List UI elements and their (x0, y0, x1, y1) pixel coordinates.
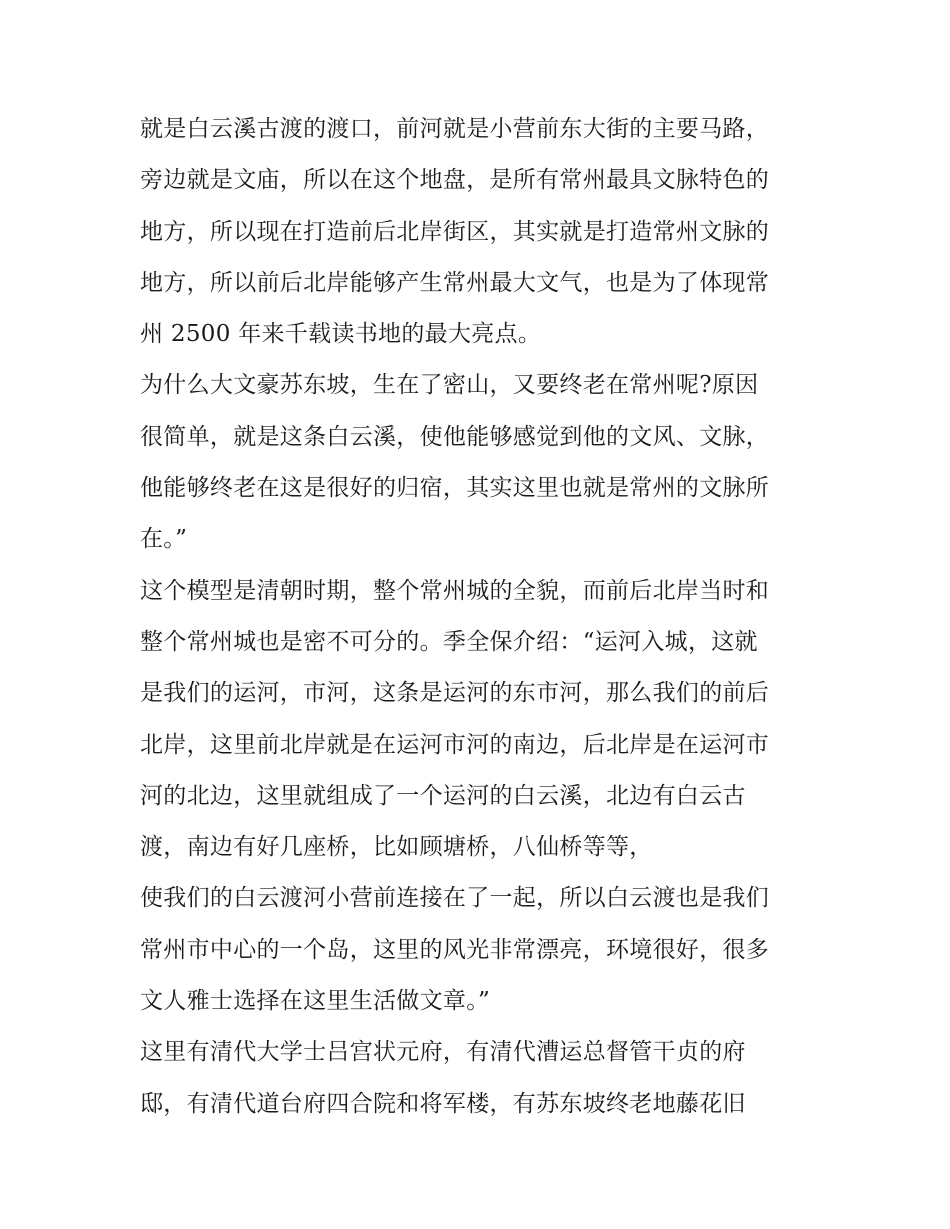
text-line: 这里有清代大学士吕宫状元府，有清代漕运总督管干贞的府 (140, 1039, 746, 1066)
text-line: 在。” (140, 526, 188, 553)
text-line: 河的北边，这里就组成了一个运河的白云溪，北边有白云古 (140, 782, 746, 809)
text-line: 渡，南边有好几座桥，比如顾塘桥，八仙桥等等， (140, 834, 653, 861)
text-line: 是我们的运河，市河，这条是运河的东市河，那么我们的前后 (140, 680, 770, 707)
text-line: 州 2500 年来千载读书地的最大亮点。 (140, 321, 542, 348)
text-line: 旁边就是文庙，所以在这个地盘，是所有常州最具文脉特色的 (140, 167, 770, 194)
text-line: 他能够终老在这是很好的归宿，其实这里也就是常州的文脉所 (140, 475, 770, 502)
text-line: 为什么大文豪苏东坡，生在了密山，又要终老在常州呢?原因 (140, 372, 759, 399)
text-line: 常州市中心的一个岛，这里的风光非常漂亮，环境很好，很多 (140, 936, 770, 963)
document-body (140, 104, 816, 1130)
text-line: 这个模型是清朝时期，整个常州城的全貌，而前后北岸当时和 (140, 577, 770, 604)
text-line: 就是白云溪古渡的渡口，前河就是小营前东大街的主要马路， (140, 116, 770, 142)
text-line: 整个常州城也是密不可分的。季全保介绍：“运河入城，这就 (140, 628, 758, 655)
text-line: 使我们的白云渡河小营前连接在了一起，所以白云渡也是我们 (140, 885, 770, 912)
text-line: 文人雅士选择在这里生活做文章。” (140, 988, 491, 1015)
text-line: 地方，所以前后北岸能够产生常州最大文气，也是为了体现常 (140, 269, 770, 296)
text-line: 邸，有清代道台府四合院和将军楼，有苏东坡终老地藤花旧 (140, 1090, 746, 1117)
text-line: 地方，所以现在打造前后北岸街区，其实就是打造常州文脉的 (140, 218, 770, 245)
text-line: 北岸，这里前北岸就是在运河市河的南边，后北岸是在运河市 (140, 731, 770, 758)
text-line: 很简单，就是这条白云溪，使他能够感觉到他的文风、文脉， (140, 423, 770, 450)
